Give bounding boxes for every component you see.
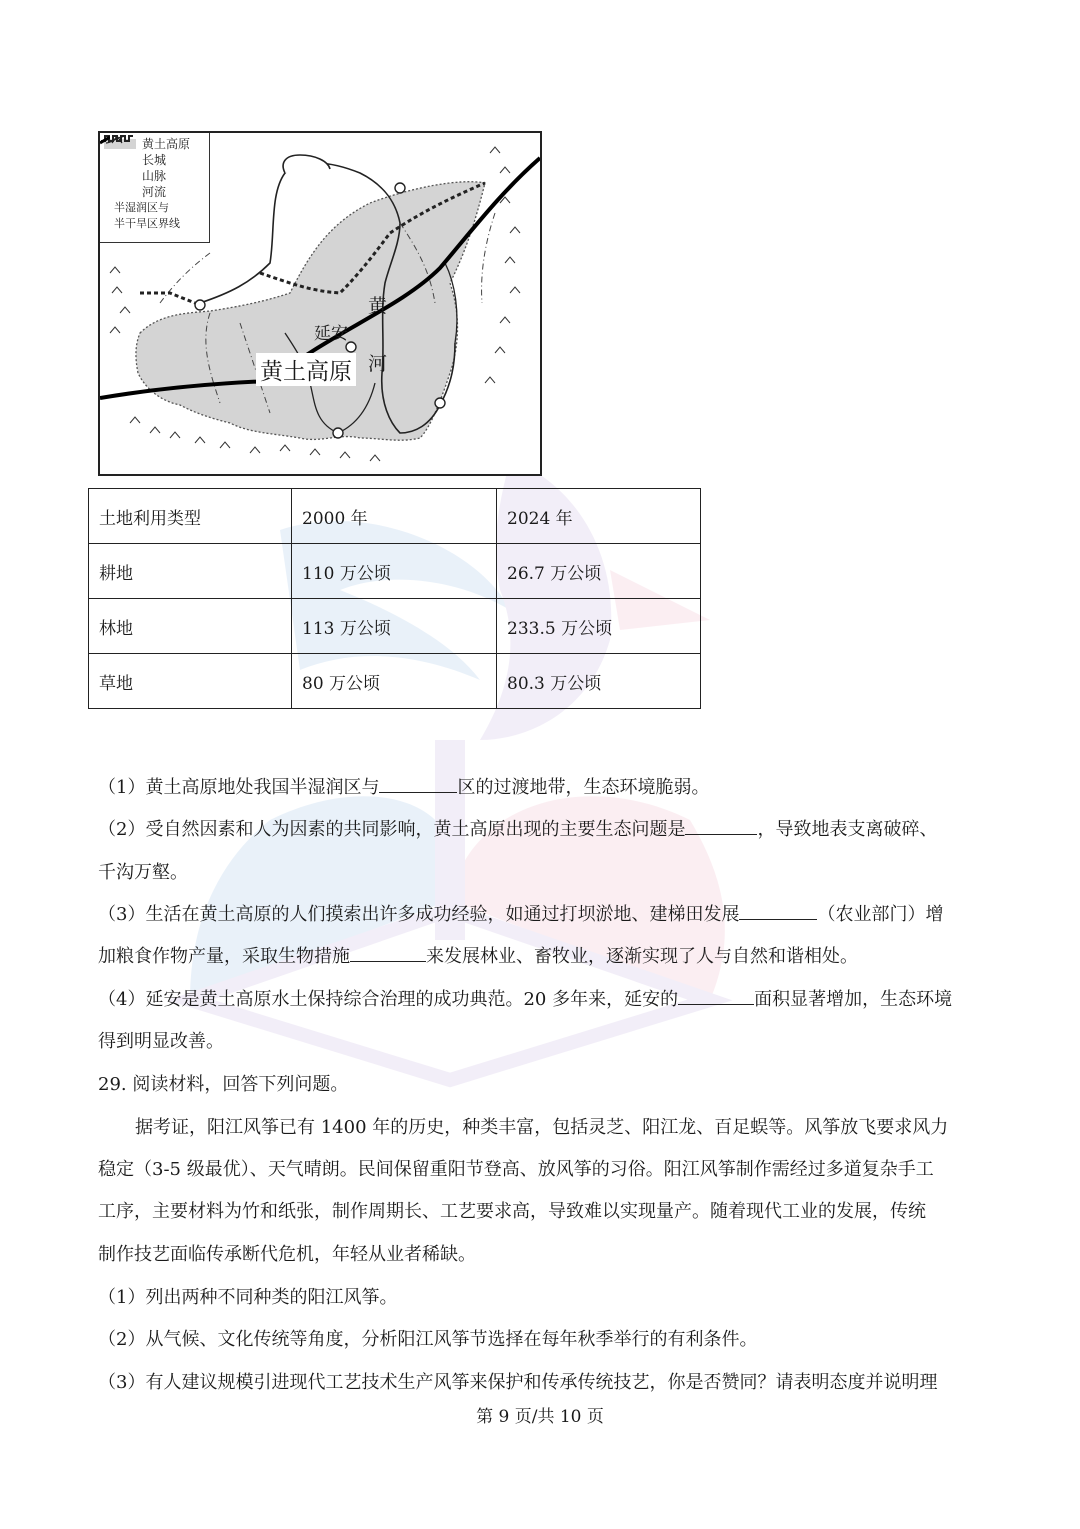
table-cell: 233.5 万公顷 bbox=[497, 599, 701, 654]
legend-river: 河流 bbox=[104, 184, 207, 200]
q28-sub3-cont: 加粮食作物产量，采取生物措施 来发展林业、畜牧业，逐渐实现了人与自然和谐相处。 bbox=[98, 935, 986, 978]
q29-sub3: （3）有人建议规模引进现代工艺技术生产风筝来保护和传承传统技艺，你是否赞同？请表明态度并说明理 bbox=[98, 1372, 938, 1393]
legend-mountain: 山脉 bbox=[104, 168, 207, 184]
legend-great-wall: 长城 bbox=[104, 152, 207, 168]
map-label-he: 河 bbox=[368, 353, 388, 375]
table-cell: 80 万公顷 bbox=[292, 654, 497, 709]
map-legend bbox=[100, 133, 210, 243]
q28-sub2: （2）受自然因素和人为因素的共同影响，黄土高原出现的主要生态问题是 ，导致地表支离破碎、 bbox=[98, 808, 986, 851]
map-label-plateau: 黄土高原 bbox=[256, 353, 356, 386]
q28-sub4-cont: 得到明显改善。 bbox=[98, 1031, 224, 1052]
q28-sub3: （3）生活在黄土高原的人们摸索出许多成功经验，如通过打坝淤地、建梯田发展 （农业部门）增 bbox=[98, 893, 986, 936]
table-cell: 26.7 万公顷 bbox=[497, 544, 701, 599]
table-header-cell: 2000 年 bbox=[292, 489, 497, 544]
loess-plateau-map bbox=[98, 131, 542, 476]
table-row bbox=[89, 544, 701, 599]
table-cell: 耕地 bbox=[89, 544, 292, 599]
answer-blank[interactable] bbox=[678, 982, 754, 1005]
q29-title: 29. 阅读材料，回答下列问题。 bbox=[98, 1074, 349, 1095]
table-header-cell: 土地利用类型 bbox=[89, 489, 292, 544]
q29-material-line2: 稳定（3-5 级最优）、天气晴朗。民间保留重阳节登高、放风筝的习俗。阳江风筝制作需经过多道复杂手工 bbox=[98, 1159, 934, 1180]
table-cell: 80.3 万公顷 bbox=[497, 654, 701, 709]
table-header-row bbox=[89, 489, 701, 544]
q28-sub4: （4）延安是黄土高原水土保持综合治理的成功典范。20 多年来，延安的 面积显著增加，生态环境 bbox=[98, 978, 986, 1021]
q28-sub1: （1）黄土高原地处我国半湿润区与 区的过渡地带，生态环境脆弱。 bbox=[98, 766, 986, 809]
q29-sub1: （1）列出两种不同种类的阳江风筝。 bbox=[98, 1287, 398, 1308]
q29-material-line3: 工序，主要材料为竹和纸张，制作周期长、工艺要求高，导致难以实现量产。随着现代工业的发展，传统 bbox=[98, 1201, 926, 1222]
answer-blank[interactable] bbox=[350, 939, 426, 962]
q28-sub2-cont: 千沟万壑。 bbox=[98, 862, 188, 883]
boundary-line-icon bbox=[100, 133, 110, 145]
q29-material-line1: 据考证，阳江风筝已有 1400 年的历史，种类丰富，包括灵芝、阳江龙、百足蜈等。风筝放飞要求风力 bbox=[135, 1117, 949, 1138]
table-cell: 113 万公顷 bbox=[292, 599, 497, 654]
map-label-huang: 黄 bbox=[368, 295, 388, 317]
q29-material-line4: 制作技艺面临传承断代危机，年轻从业者稀缺。 bbox=[98, 1244, 476, 1265]
q29-sub2: （2）从气候、文化传统等角度，分析阳江风筝节选择在每年秋季举行的有利条件。 bbox=[98, 1329, 758, 1350]
table-cell: 草地 bbox=[89, 654, 292, 709]
land-use-table bbox=[88, 488, 701, 709]
answer-blank[interactable] bbox=[739, 897, 817, 920]
table-cell: 110 万公顷 bbox=[292, 544, 497, 599]
legend-boundary-line2: 半干旱区界线 bbox=[114, 216, 180, 230]
table-header-cell: 2024 年 bbox=[497, 489, 701, 544]
legend-boundary: 半湿润区与 bbox=[104, 200, 207, 216]
answer-blank[interactable] bbox=[685, 812, 757, 835]
map-label-yanan: 延安 bbox=[314, 324, 348, 344]
page-footer: 第 9 页/共 10 页 bbox=[476, 1407, 604, 1427]
table-row bbox=[89, 599, 701, 654]
table-row bbox=[89, 654, 701, 709]
legend-loess: 黄土高原 bbox=[104, 136, 207, 152]
answer-blank[interactable] bbox=[379, 770, 457, 793]
table-cell: 林地 bbox=[89, 599, 292, 654]
